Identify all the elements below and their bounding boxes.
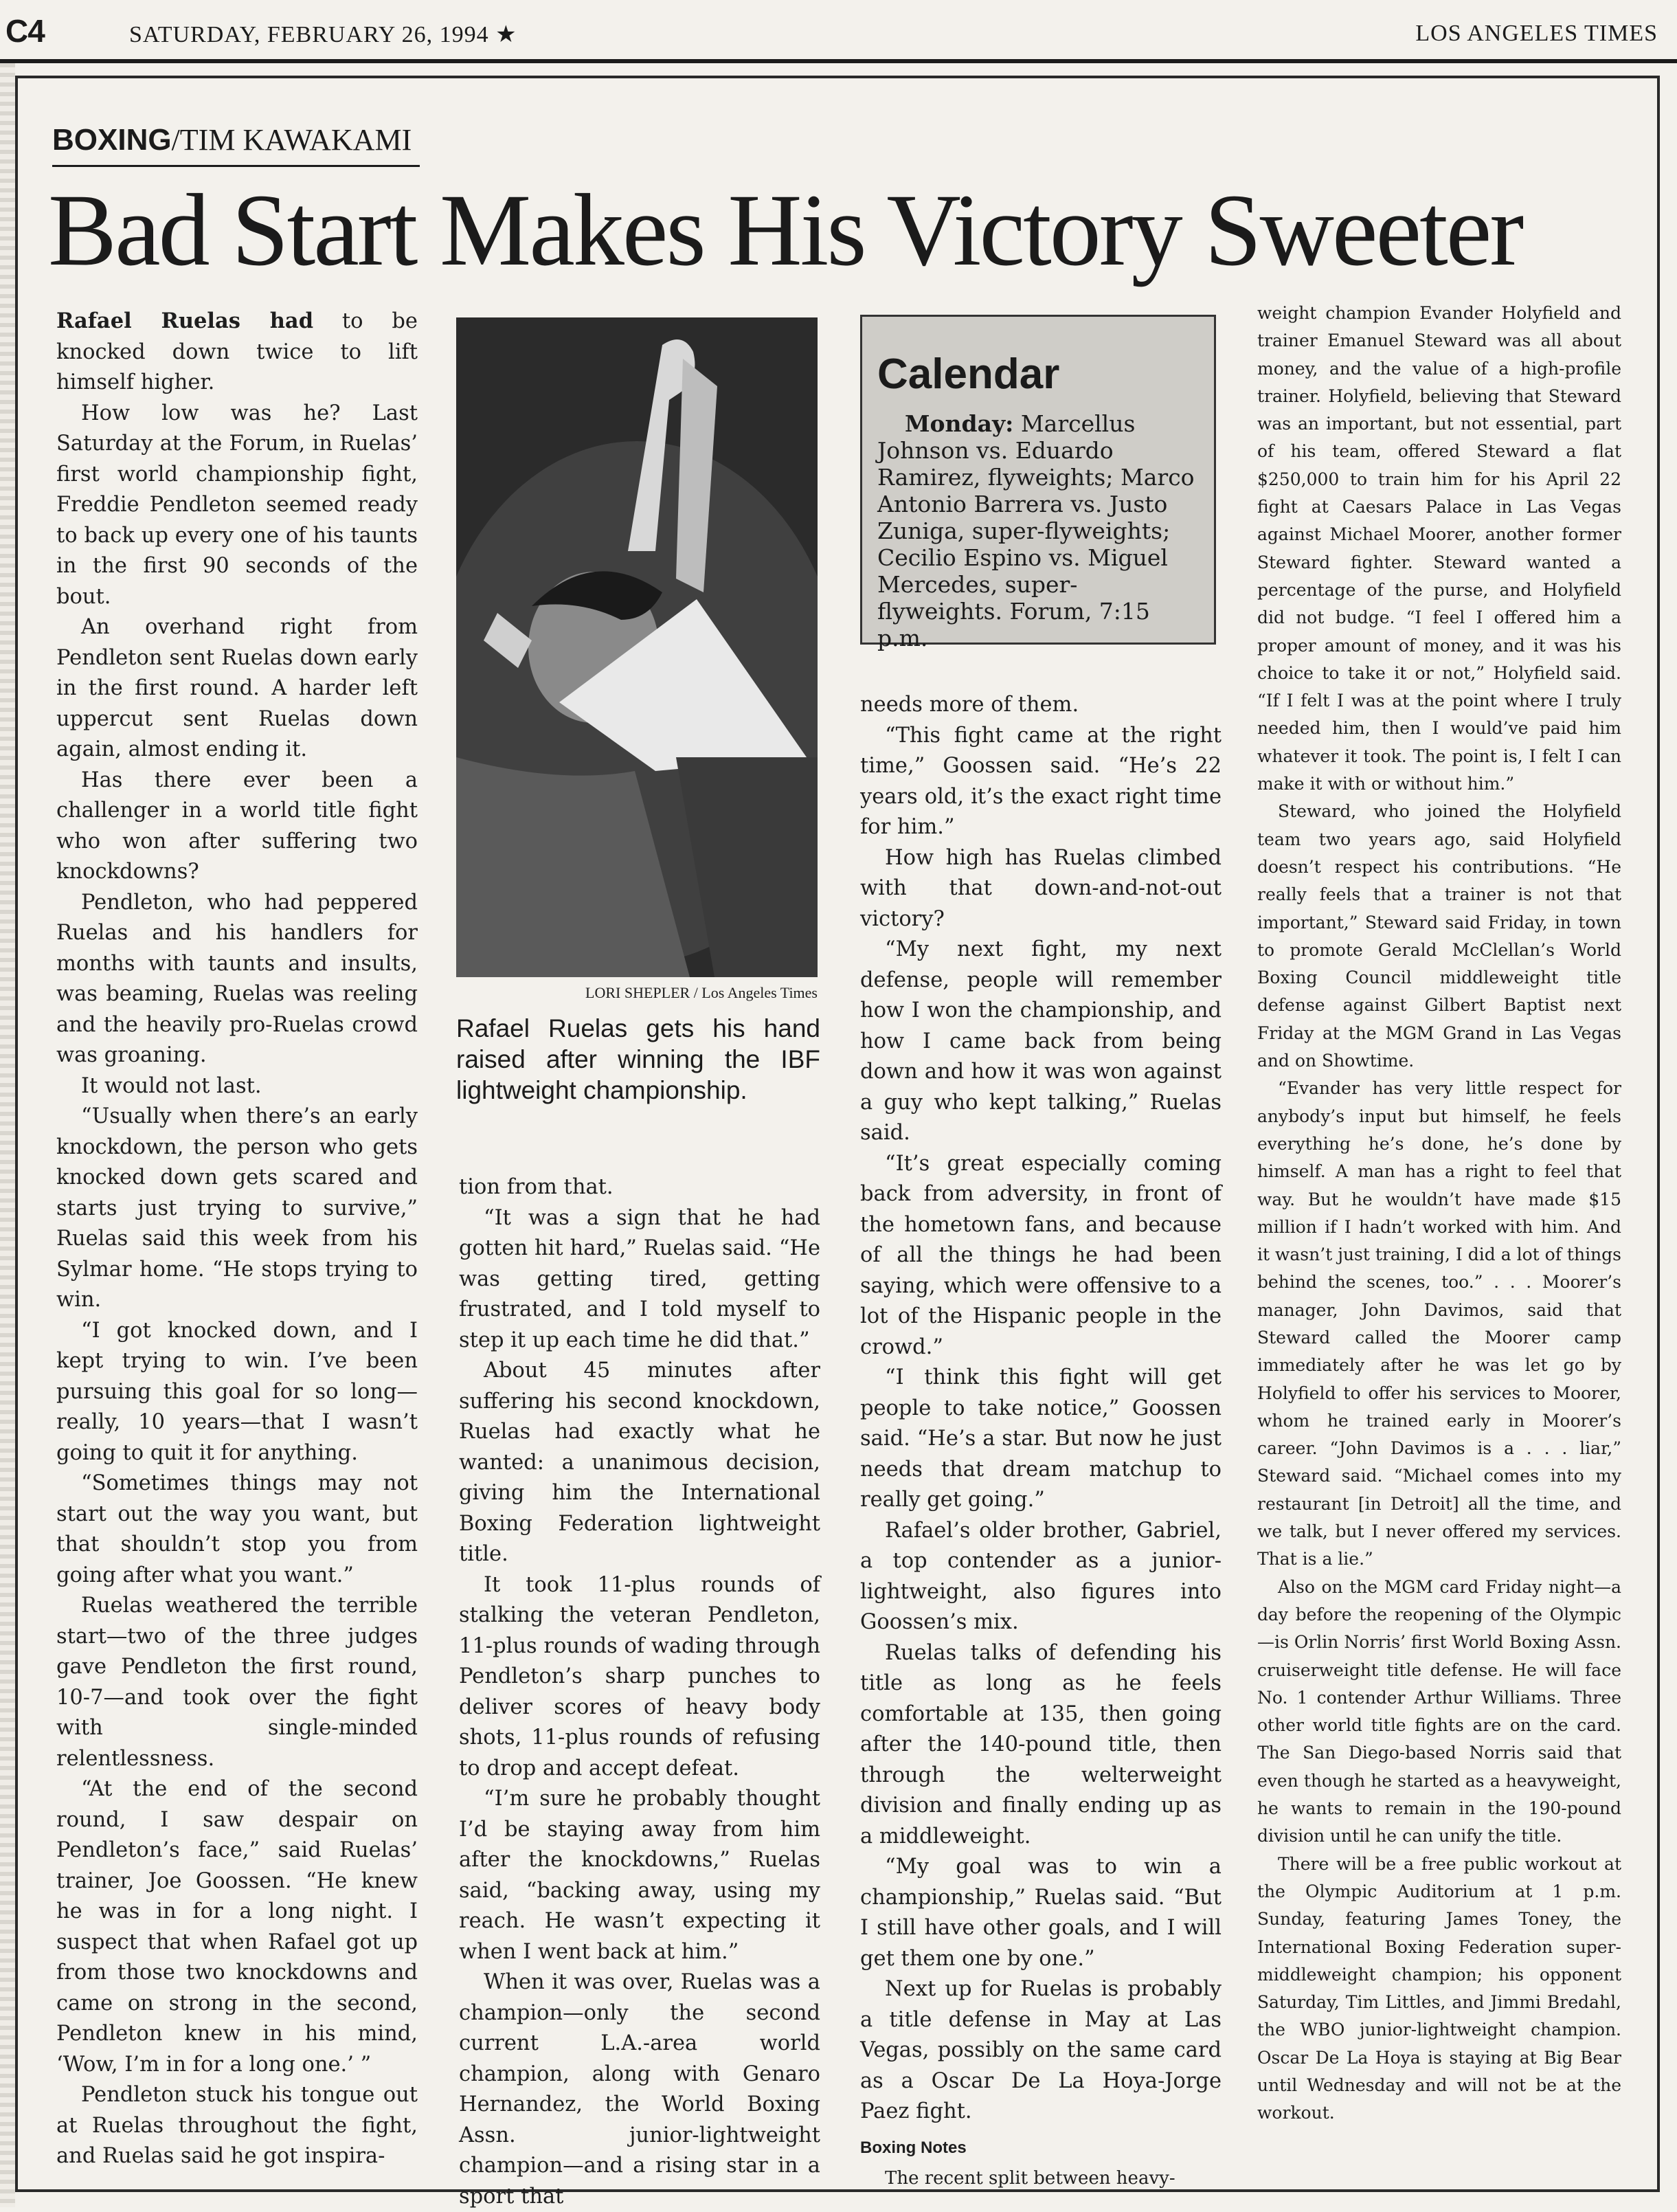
- paragraph: It took 11-plus rounds of stalking the veteran Pendleton, 11-plus rounds of wading through Pendleton’s sharp punches to deliver scores of heavy body shots, 11-plus rounds of refusing to drop and accept defeat.: [459, 1572, 820, 1780]
- paragraph: “At the end of the second round, I saw despair on Pendleton’s face,” said Ruelas’ trainer, Joe Goossen. “He knew he was in for a long night. I suspect that when Rafael got up from those two knockdowns and came on strong in the second, Pendleton knew in his mind, ‘Wow, I’m in for a long one.’ ”: [56, 1777, 418, 2077]
- paragraph: Has there ever been a challenger in a world title fight who won after suffering two knockdowns?: [56, 768, 418, 884]
- paragraph: When it was over, Ruelas was a champion—only the second current L.A.-area world champion, along with Genaro Hernandez, the World Boxing Assn. junior-lightweight champion—and a rising star in a sport that: [459, 1970, 820, 2209]
- paragraph: There will be a free public workout at the Olympic Auditorium at 1 p.m. Sunday, featuring James Toney, the International Boxing Federation super-middleweight champion; his opponent Saturday, Tim Littles, and Jimmi Bredahl, the WBO junior-lightweight champion. Oscar De La Hoya is staying at Big Bear until Wednesday and will not be at the workout.: [1257, 1853, 1621, 2123]
- dateline: SATURDAY, FEBRUARY 26, 1994 ★: [129, 22, 517, 47]
- article-column-1: [56, 306, 418, 2172]
- calendar-listing: [877, 410, 1200, 651]
- section-label: BOXING: [52, 123, 172, 157]
- paragraph: An overhand right from Pendleton sent Ruelas down early in the first round. A harder left uppercut sent Ruelas down again, almost ending it.: [56, 615, 418, 761]
- lede-paragraph: Rafael Ruelas had to be knocked down twice to lift himself higher.: [56, 309, 418, 394]
- article-column-3: [860, 690, 1222, 2194]
- paragraph: “Usually when there’s an early knockdown, the person who gets knocked down gets scared and starts just trying to survive,” Ruelas said this week from his Sylmar home. “He stops trying to win.: [56, 1104, 418, 1312]
- paragraph: “Evander has very little respect for anybody’s input but himself, he feels everything he’s done, he’s done by himself. A man has a right to feel that way. But he wouldn’t have made $15 million if I hadn’t worked with him. And it wasn’t just training, I did a lot of things behind the scenes, too.” . . . Moorer’s manager, John Davimos, said that Steward called the Moorer camp immediately after he was let go by Holyfield to offer his services to Moorer, whom he trained early in Moorer’s career. “John Davimos is a . . . liar,” Steward said. “Michael comes into my restaurant [in Detroit] all the time, and we talk, but I never offered my services. That is a lie.”: [1257, 1078, 1621, 1569]
- notes-lead: The recent split between heavy-: [885, 2168, 1175, 2189]
- paragraph: “It’s great especially coming back from adversity, in front of the hometown fans, and because of all the things he had been saying, which were offensive to a lot of the Hispanic people in the crowd.”: [860, 1151, 1222, 1359]
- newspaper-name: LOS ANGELES TIMES: [1415, 21, 1658, 46]
- calendar-box: [860, 315, 1216, 651]
- boxing-notes-heading: Boxing Notes: [860, 2138, 967, 2157]
- section-kicker: [52, 122, 412, 157]
- paragraph: Rafael’s older brother, Gabriel, a top contender as a junior-lightweight, also figures into Goossen’s mix.: [860, 1518, 1222, 1634]
- page-folio: [0, 0, 1677, 62]
- columnist-byline: /TIM KAWAKAMI: [171, 123, 412, 157]
- photo-caption: Rafael Ruelas gets his hand raised after winning the IBF lightweight championship.: [456, 1014, 820, 1104]
- paragraph: Ruelas weathered the terrible start—two of the three judges gave Pendleton the first round, 10-7—and took over the fight with single-minded relentlessness.: [56, 1594, 418, 1771]
- folio-rule: [0, 59, 1677, 63]
- paragraph: “My next fight, my next defense, people will remember how I won the championship, and how I came back from being down and how it was won against a guy who kept talking,” Ruelas said.: [860, 937, 1222, 1145]
- paragraph: Ruelas talks of defending his title as long as he feels comfortable at 135, then going after the 140-pound title, then through the welterweight division and finally ending up as a middleweight.: [860, 1640, 1222, 1848]
- paragraph: “My goal was to win a championship,” Ruelas said. “But I still have other goals, and I will get them one by one.”: [860, 1855, 1222, 1971]
- paragraph: How low was he? Last Saturday at the Forum, in Ruelas’ first world championship fight, Freddie Pendleton seemed ready to back up every one of his taunts in the first 90 seconds of the bout.: [56, 401, 418, 609]
- calendar-events: Marcellus Johnson vs. Eduardo Ramirez, flyweights; Marco Antonio Barrera vs. Justo Zuniga, super-flyweights; Cecilio Espino vs. Miguel Mercedes, super-flyweights. Forum, 7:15 p.m.: [877, 410, 1195, 651]
- calendar-day: Monday:: [905, 410, 1014, 437]
- paragraph: “This fight came at the right time,” Goossen said. “He’s 22 years old, it’s the exact right time for him.”: [860, 723, 1222, 839]
- article-column-2: [459, 1172, 820, 2212]
- paragraph: Also on the MGM card Friday night—a day before the reopening of the Olympic—is Orlin Norris’ first World Boxing Assn. cruiserweight title defense. He will face No. 1 contender Arthur Williams. Three other world title fights are on the card. The San Diego-based Norris said that even though he started as a heavyweight, he wants to remain in the 190-pound division until he can unify the title.: [1257, 1576, 1621, 1846]
- photo-credit: LORI SHEPLER / Los Angeles Times: [585, 984, 818, 1001]
- news-photo: [456, 317, 818, 977]
- paragraph: Steward, who joined the Holyfield team two years ago, said Holyfield doesn’t respect his contributions. “He really feels that a trainer is not that important,” Steward said Friday, in town to promote Gerald McClellan’s World Boxing Council middleweight title defense against Gilbert Baptist next Friday at the MGM Grand in Las Vegas and on Showtime.: [1257, 801, 1621, 1071]
- paragraph: “It was a sign that he had gotten hit hard,” Ruelas said. “He was getting tired, getting frustrated, and I told myself to step it up each time he did that.”: [459, 1205, 820, 1352]
- kicker-rule: [52, 165, 420, 167]
- paragraph: needs more of them.: [860, 693, 1079, 717]
- notes-heading-line: [860, 2132, 1222, 2164]
- page-number: C4: [5, 13, 45, 49]
- paragraph: It would not last.: [81, 1073, 262, 1098]
- boxer-photo-illustration: [456, 317, 818, 977]
- paragraph: About 45 minutes after suffering his second knockdown, Ruelas had exactly what he wanted: a unanimous decision, giving him the International Boxing Federation lightweight title.: [459, 1359, 820, 1566]
- paragraph: weight champion Evander Holyfield and trainer Emanuel Steward was all about money, and the value of a high-profile trainer. Holyfield, believing that Steward was an important, but not essential, part of his team, offered Steward a flat $250,000 to train him for his April 22 fight at Caesars Palace in Las Vegas against Michael Moorer, another former Steward fighter. Steward wanted a percentage of the purse, and Holyfield did not budge. “I feel I offered him a proper amount of money, and it was his choice to take it or not,” Holyfield said. “If I felt I was at the point where I truly needed him, then I would’ve paid him whatever it took. The point is, I felt I can make it with or without him.”: [1257, 303, 1621, 794]
- paragraph: “Sometimes things may not start out the way you want, but that shouldn’t stop you from going after what you want.”: [56, 1471, 418, 1587]
- page-edge-shadow: [0, 63, 15, 2207]
- paragraph: tion from that.: [459, 1175, 614, 1199]
- headline: Bad Start Makes His Victory Sweeter: [48, 173, 1522, 287]
- paragraph: Next up for Ruelas is probably a title defense in May at Las Vegas, possibly on the same card as a Oscar De La Hoya-Jorge Paez fight.: [860, 1977, 1222, 2123]
- paragraph: Pendleton stuck his tongue out at Ruelas throughout the fight, and Ruelas said he got inspira-: [56, 2083, 418, 2168]
- paragraph: “I got knocked down, and I kept trying to win. I’ve been pursuing this goal for so long—really, 10 years—that I wasn’t going to quit it for anything.: [56, 1318, 418, 1465]
- paragraph: Pendleton, who had peppered Ruelas and his handlers for months with taunts and insults, was beaming, Ruelas was reeling and the heavily pro-Ruelas crowd was groaning.: [56, 890, 418, 1067]
- paragraph: “I think this fight will get people to take notice,” Goossen said. “He’s a star. But now he just needs that dream matchup to really get going.”: [860, 1365, 1222, 1512]
- article-column-4: [1257, 300, 1621, 2127]
- paragraph: “I’m sure he probably thought I’d be staying away from him after the knockdowns,” Ruelas said, “backing away, using my reach. He wasn’t expecting it when I went back at him.”: [459, 1787, 820, 1964]
- lede-name: Rafael Ruelas had: [56, 309, 314, 333]
- paragraph: How high has Ruelas climbed with that down-and-not-out victory?: [860, 845, 1222, 931]
- calendar-title: Calendar: [877, 350, 1060, 398]
